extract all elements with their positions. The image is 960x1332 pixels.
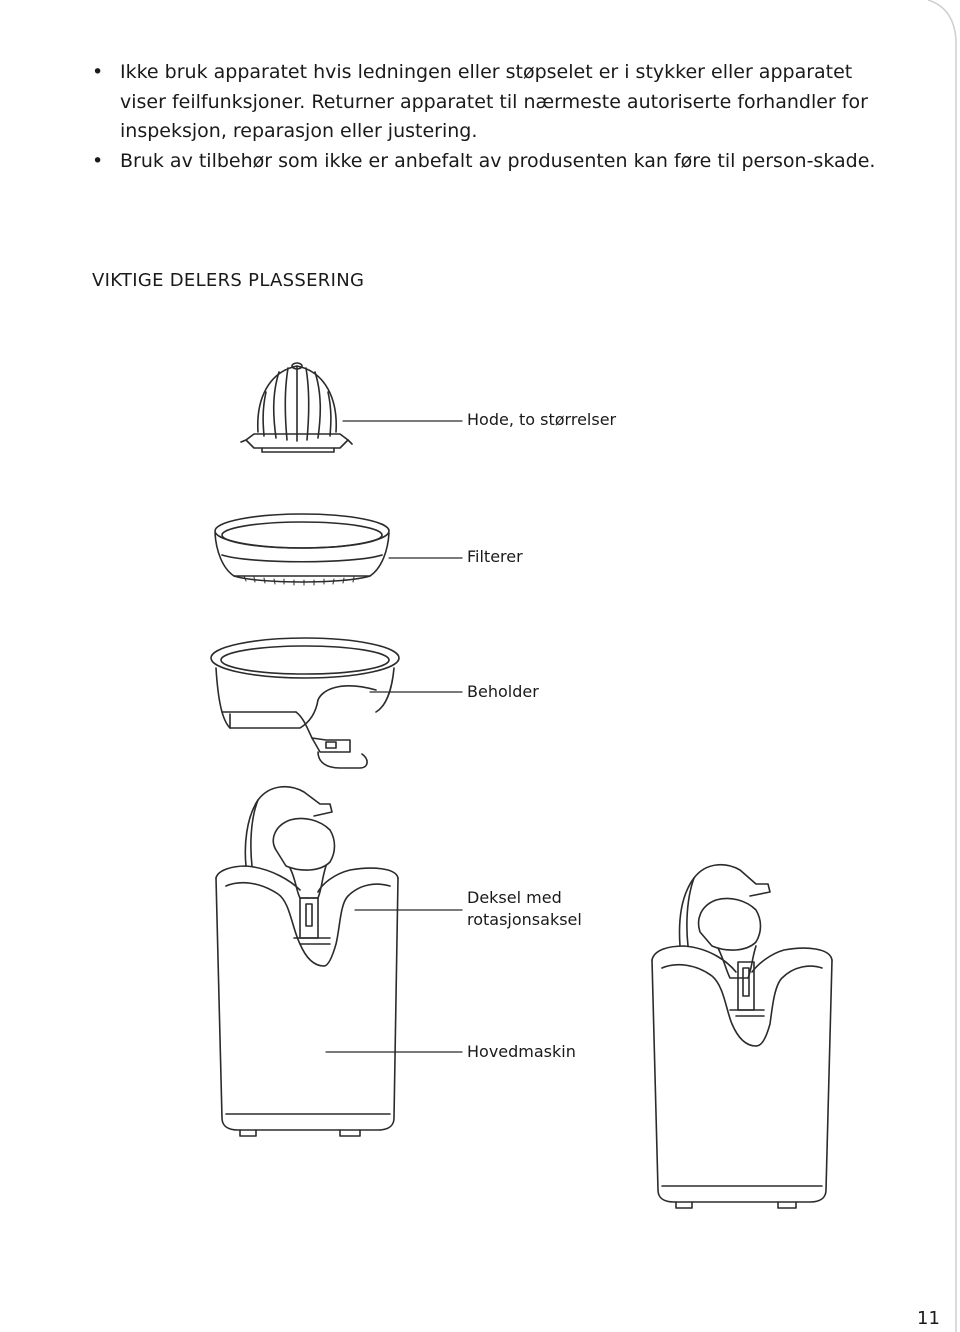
bullet-dot: • <box>92 149 104 172</box>
label-lid-line2: rotasjonsaksel <box>467 910 582 929</box>
page-number: 11 <box>917 1308 940 1329</box>
reamer-head-image <box>241 363 352 452</box>
section-heading: VIKTIGE DELERS PLASSERING <box>92 270 365 291</box>
label-lid-line1: Deksel med <box>467 888 562 907</box>
main-unit-left-image <box>216 787 398 1136</box>
container-image <box>211 638 399 768</box>
bullet-dot: • <box>92 61 104 83</box>
filter-image <box>215 514 389 585</box>
bullet-text: Bruk av tilbehør som ikke er anbefalt av produsenten kan føre til person-skade. <box>120 149 876 172</box>
label-container: Beholder <box>467 682 539 701</box>
label-filter: Filterer <box>467 547 523 566</box>
label-main-unit: Hovedmaskin <box>467 1042 576 1061</box>
bullet-text: Ikke bruk apparatet hvis ledningen eller støpselet er i stykker eller apparatet viser feilfunksjoner. Returner apparatet til nærmeste autoriserte forhandler for inspeksjon, reparasjon eller justering. <box>120 61 868 142</box>
label-head: Hode, to størrelser <box>467 410 617 429</box>
main-unit-right-image <box>652 865 832 1208</box>
